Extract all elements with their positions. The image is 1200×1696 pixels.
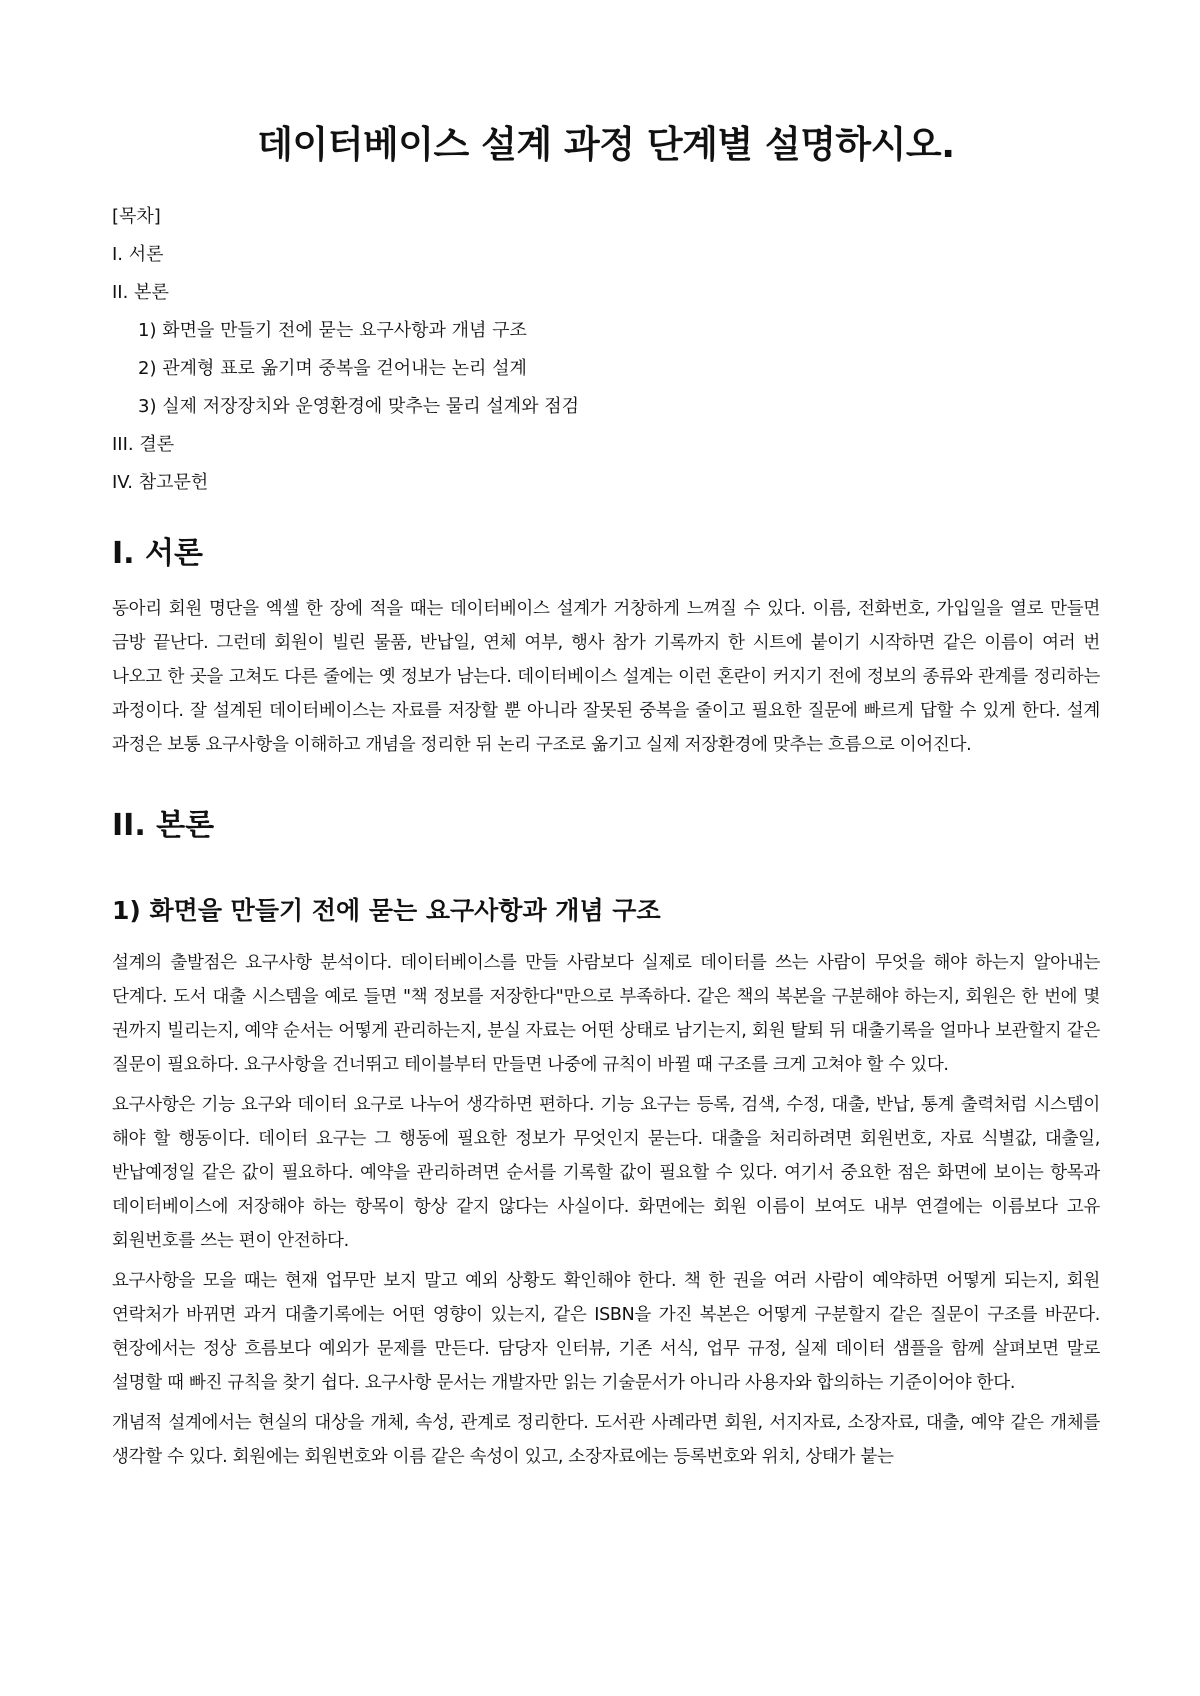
toc-item-body-2: 2) 관계형 표로 옮기며 중복을 걷어내는 논리 설계 [138,358,527,379]
subsection-heading-1: 1) 화면을 만들기 전에 묻는 요구사항과 개념 구조 [112,896,661,925]
body-paragraph: 설계의 출발점은 요구사항 분석이다. 데이터베이스를 만들 사람보다 실제로 데이터를 쓰는 사람이 무엇을 해야 하는지 알아내는 단계다. 도서 대출 시스템을 예로 들면 "책 정보를 저장한다"만으로 부족하다. 같은 책의 복본을 구분해야 하는지, 회원은 한 번에 몇 권까지 빌리는지, 예약 순서는 어떻게 관리하는지, 분실 자료는 어떤 상태로 남기는지, 회원 탈퇴 뒤 대출기록을 얼마나 보관할지 같은 질문이 필요하다. 요구사항을 건너뛰고 테이블부터 만들면 나중에 규칙이 바뀔 때 구조를 크게 고쳐야 할 수 있다. [112,953,1100,1075]
section-heading-intro: I. 서론 [112,536,203,571]
toc-item-references: IV. 참고문헌 [112,472,209,493]
document-title: 데이터베이스 설계 과정 단계별 설명하시오. [257,123,955,166]
table-of-contents [112,198,1100,502]
intro-paragraph: 동아리 회원 명단을 엑셀 한 장에 적을 때는 데이터베이스 설계가 거창하게 느껴질 수 있다. 이름, 전화번호, 가입일을 열로 만들면 금방 끝난다. 그런데 회원이 빌린 물품, 반납일, 연체 여부, 행사 참가 기록까지 한 시트에 붙이기 시작하면 같은 이름이 여러 번 나오고 한 곳을 고쳐도 다른 줄에는 옛 정보가 남는다. 데이터베이스 설계는 이런 혼란이 커지기 전에 정보의 종류와 관계를 정리하는 과정이다. 잘 설계된 데이터베이스는 자료를 저장할 뿐 아니라 잘못된 중복을 줄이고 필요한 질문에 빠르게 답할 수 있게 한다. 설계 과정은 보통 요구사항을 이해하고 개념을 정리한 뒤 논리 구조로 옮기고 실제 저장환경에 맞추는 흐름으로 이어진다. [112,599,1100,755]
body-paragraph: 요구사항은 기능 요구와 데이터 요구로 나누어 생각하면 편하다. 기능 요구는 등록, 검색, 수정, 대출, 반납, 통계 출력처럼 시스템이 해야 할 행동이다. 데이터 요구는 그 행동에 필요한 정보가 무엇인지 묻는다. 대출을 처리하려면 회원번호, 자료 식별값, 대출일, 반납예정일 같은 값이 필요하다. 예약을 관리하려면 순서를 기록할 값이 필요할 수 있다. 여기서 중요한 점은 화면에 보이는 항목과 데이터베이스에 저장해야 하는 항목이 항상 같지 않다는 사실이다. 화면에는 회원 이름이 보여도 내부 연결에는 이름보다 고유 회원번호를 쓰는 편이 안전하다. [112,1095,1100,1251]
body-paragraph: 개념적 설계에서는 현실의 대상을 개체, 속성, 관계로 정리한다. 도서관 사례라면 회원, 서지자료, 소장자료, 대출, 예약 같은 개체를 생각할 수 있다. 회원에는 회원번호와 이름 같은 속성이 있고, 소장자료에는 등록번호와 위치, 상태가 붙는 [112,1413,1100,1467]
toc-item-body-3: 3) 실제 저장장치와 운영환경에 맞추는 물리 설계와 점검 [138,396,580,417]
toc-item-conclusion: III. 결론 [112,434,175,455]
toc-item-body: II. 본론 [112,282,169,303]
toc-item-body-1: 1) 화면을 만들기 전에 묻는 요구사항과 개념 구조 [138,320,527,341]
toc-item-intro: I. 서론 [112,244,164,265]
toc-heading: [목차] [112,206,161,227]
body-paragraph: 요구사항을 모을 때는 현재 업무만 보지 말고 예외 상황도 확인해야 한다. 책 한 권을 여러 사람이 예약하면 어떻게 되는지, 회원 연락처가 바뀌면 과거 대출기록에는 어떤 영향이 있는지, 같은 ISBN을 가진 복본은 어떻게 구분할지 같은 질문이 구조를 바꾼다. 현장에서는 정상 흐름보다 예외가 문제를 만든다. 담당자 인터뷰, 기존 서식, 업무 규정, 실제 데이터 샘플을 함께 살펴보면 말로 설명할 때 빠진 규칙을 찾기 쉽다. 요구사항 문서는 개발자만 읽는 기술문서가 아니라 사용자와 합의하는 기준이어야 한다. [112,1271,1100,1393]
section-heading-body: II. 본론 [112,808,215,843]
